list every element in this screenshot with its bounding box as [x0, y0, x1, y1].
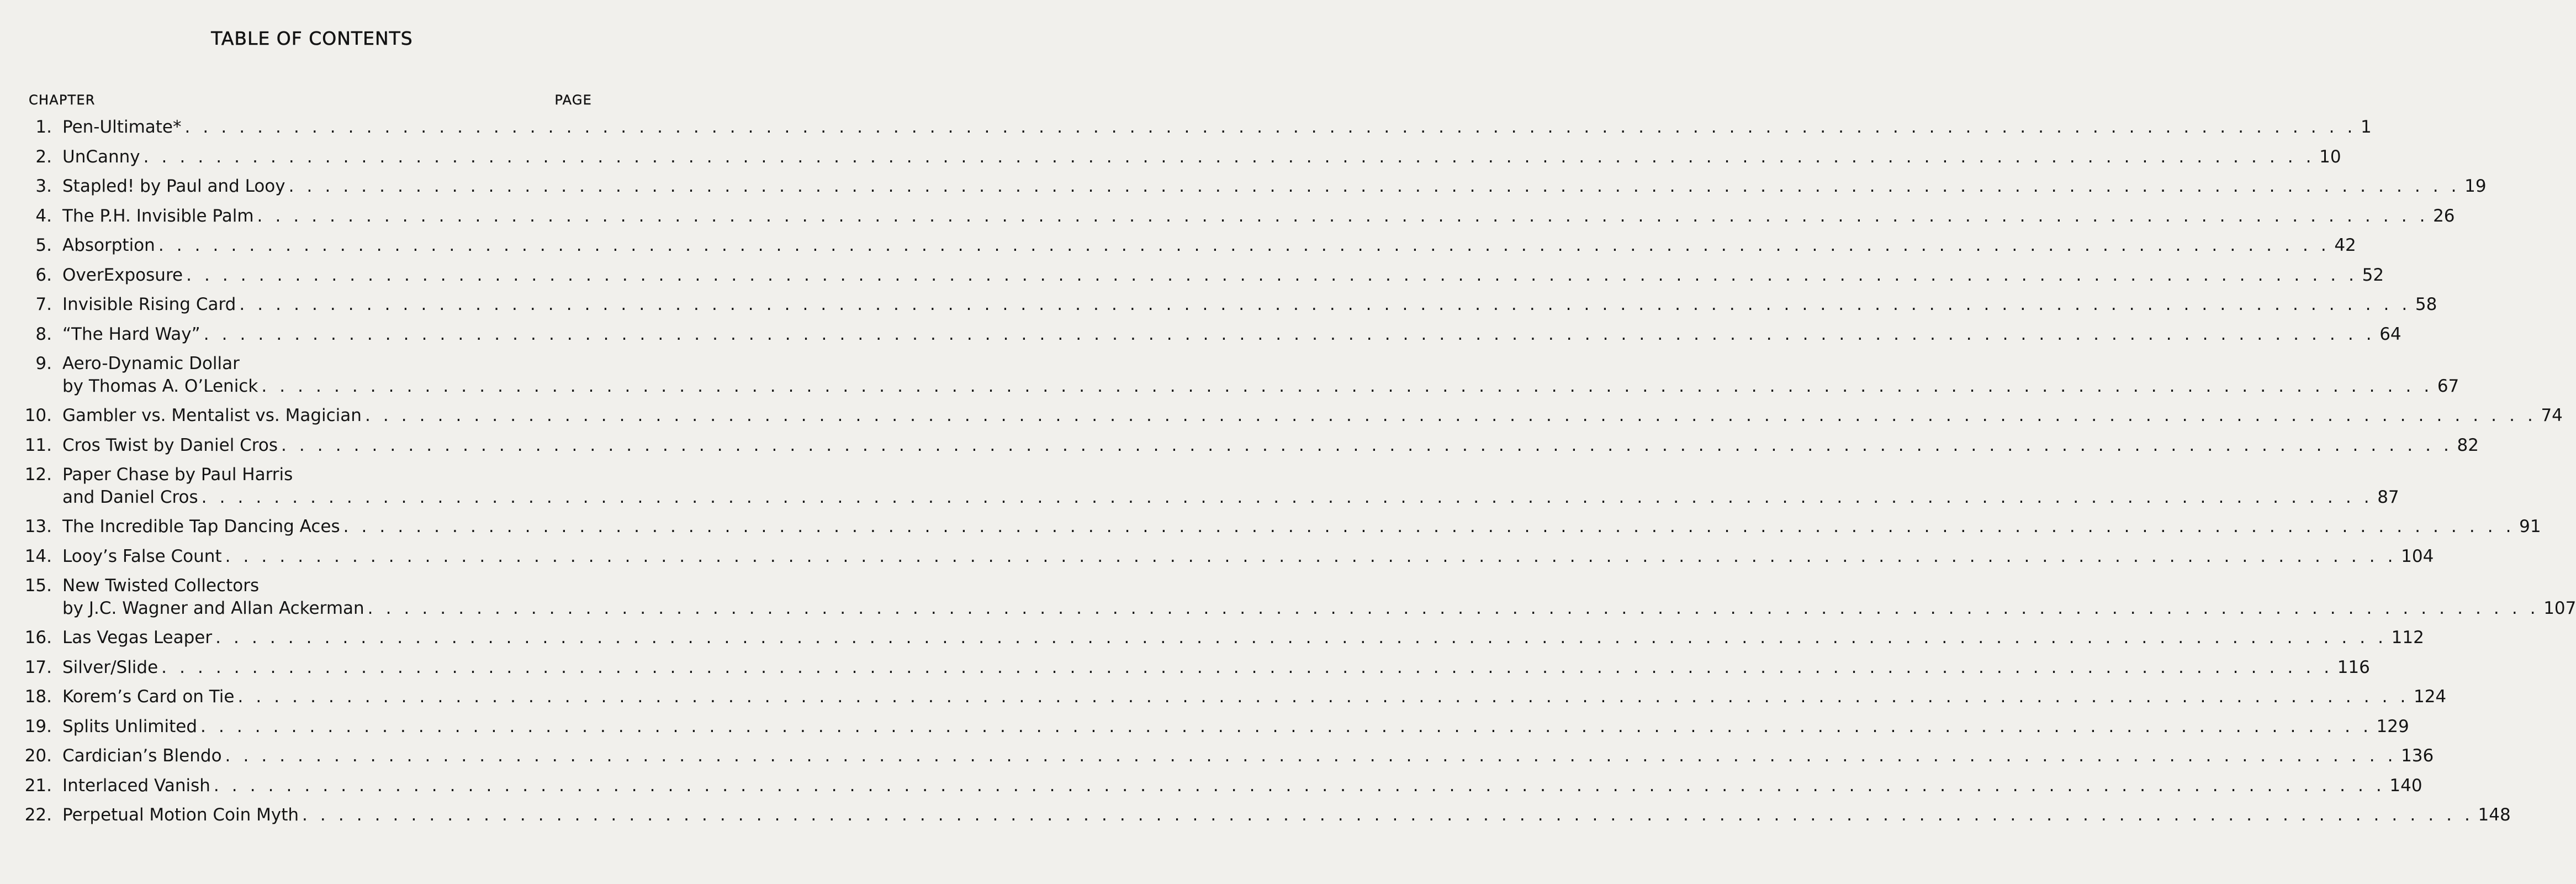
toc-entry-line: [0, 116, 2372, 138]
toc-entry-line: [0, 545, 2434, 567]
chapter-title: Splits Unlimited: [62, 716, 198, 736]
leader-line: [62, 715, 2409, 738]
chapter-title: The P.H. Invisible Palm: [62, 206, 254, 226]
page-number: 74: [2541, 406, 2563, 425]
dot-leader: . . . . . . . . . . . . . . . . . . . . . . . . . . . . . . . . . . . . . . . . . . . . . . . . . . . . . . . . . . . . . . . . . . . . . . . . . . . . . . . . . . . . . . . . . . . . . . . . . . . . . . . . . . . . . . . . . . . . . . . .: [302, 805, 2474, 825]
toc-entry-line: [0, 293, 2437, 315]
toc-entry-line: [0, 434, 2479, 456]
dot-leader: . . . . . . . . . . . . . . . . . . . . . . . . . . . . . . . . . . . . . . . . . . . . . . . . . . . . . . . . . . . . . . . . . . . . . . . . . . . . . . . . . . . . . . . . . . . . . . . . . . . . . . . . . . . . . . . . . . . . . . . .: [288, 176, 2461, 196]
page-number: 124: [2413, 687, 2447, 707]
toc-entry-line: [0, 146, 2341, 168]
toc-entry-line: [0, 627, 2424, 649]
chapter-number: 15.: [24, 576, 52, 596]
toc-entry-line: [0, 464, 615, 486]
toc-entry-line: [0, 486, 2399, 508]
chapter-title: Perpetual Motion Coin Myth: [62, 805, 299, 825]
page-number: 10: [2319, 146, 2341, 167]
page-number: 58: [2415, 294, 2437, 314]
dot-leader: . . . . . . . . . . . . . . . . . . . . . . . . . . . . . . . . . . . . . . . . . . . . . . . . . . . . . . . . . . . . . . . . . . . . . . . . . . . . . . . . . . . . . . . . . . . . . . . . . . . . . . . . . . . . . . . . . . . . . . . .: [367, 598, 2540, 618]
chapter-number: 4.: [35, 206, 52, 226]
chapter-title: Korem’s Card on Tie: [62, 687, 235, 707]
chapter-title: UnCanny: [62, 146, 140, 167]
dot-leader: . . . . . . . . . . . . . . . . . . . . . . . . . . . . . . . . . . . . . . . . . . . . . . . . . . . . . . . . . . . . . . . . . . . . . . . . . . . . . . . . . . . . . . . . . . . . . . . . . . . . . . . . . . . . . . . . . . . . . . . .: [215, 628, 2387, 648]
toc-entry-line: [0, 352, 615, 375]
page-number: 52: [2362, 265, 2384, 285]
page-number: 116: [2337, 657, 2370, 677]
dot-leader: . . . . . . . . . . . . . . . . . . . . . . . . . . . . . . . . . . . . . . . . . . . . . . . . . . . . . . . . . . . . . . . . . . . . . . . . . . . . . . . . . . . . . . . . . . . . . . . . . . . . . . . . . . . . . . . . . . . . . . . .: [186, 265, 2358, 285]
page-title: TABLE OF CONTENTS: [211, 28, 413, 49]
leader-line: [62, 486, 2399, 508]
chapter-number: 12.: [24, 465, 52, 485]
leader-line: [62, 545, 2434, 567]
page-number: 136: [2401, 746, 2434, 766]
chapter-number: 13.: [24, 517, 52, 536]
leader-line: [62, 745, 2434, 767]
page-number: 129: [2376, 716, 2409, 736]
chapter-number: 20.: [24, 746, 52, 766]
chapter-number: 8.: [35, 324, 52, 344]
leader-line: [62, 804, 2511, 826]
page-number: 91: [2519, 517, 2541, 536]
page-column-header: PAGE: [554, 92, 592, 108]
chapter-title: OverExposure: [62, 265, 183, 285]
dot-leader: . . . . . . . . . . . . . . . . . . . . . . . . . . . . . . . . . . . . . . . . . . . . . . . . . . . . . . . . . . . . . . . . . . . . . . . . . . . . . . . . . . . . . . . . . . . . . . . . . . . . . . . . . . . . . . . . . . . . . . . .: [184, 117, 2357, 137]
dot-leader: . . . . . . . . . . . . . . . . . . . . . . . . . . . . . . . . . . . . . . . . . . . . . . . . . . . . . . . . . . . . . . . . . . . . . . . . . . . . . . . . . . . . . . . . . . . . . . . . . . . . . . . . . . . . . . . . . . . . . . . .: [257, 206, 2429, 226]
chapter-title: Interlaced Vanish: [62, 775, 210, 796]
chapter-title: Las Vegas Leaper: [62, 628, 213, 648]
leader-line: [62, 404, 2563, 427]
page-number: 104: [2401, 546, 2434, 566]
dot-leader: . . . . . . . . . . . . . . . . . . . . . . . . . . . . . . . . . . . . . . . . . . . . . . . . . . . . . . . . . . . . . . . . . . . . . . . . . . . . . . . . . . . . . . . . . . . . . . . . . . . . . . . . . . . . . . . . . . . . . . . .: [225, 746, 2397, 766]
toc-entry-line: [0, 686, 2447, 708]
chapter-title: Pen-Ultimate*: [62, 117, 182, 137]
chapter-number: 19.: [24, 716, 52, 736]
chapter-number: 18.: [24, 687, 52, 707]
toc-entry-line: [0, 715, 2409, 738]
chapter-title: Invisible Rising Card: [62, 294, 236, 314]
chapter-title: “The Hard Way”: [62, 324, 200, 344]
toc-entry-line: [0, 745, 2434, 767]
toc-entry-line: [0, 515, 2541, 538]
dot-leader: . . . . . . . . . . . . . . . . . . . . . . . . . . . . . . . . . . . . . . . . . . . . . . . . . . . . . . . . . . . . . . . . . . . . . . . . . . . . . . . . . . . . . . . . . . . . . . . . . . . . . . . . . . . . . . . . . . . . . . . .: [161, 657, 2333, 677]
dot-leader: . . . . . . . . . . . . . . . . . . . . . . . . . . . . . . . . . . . . . . . . . . . . . . . . . . . . . . . . . . . . . . . . . . . . . . . . . . . . . . . . . . . . . . . . . . . . . . . . . . . . . . . . . . . . . . . . . . . . . . . .: [203, 324, 2376, 344]
leader-line: [62, 434, 2479, 456]
dot-leader: . . . . . . . . . . . . . . . . . . . . . . . . . . . . . . . . . . . . . . . . . . . . . . . . . . . . . . . . . . . . . . . . . . . . . . . . . . . . . . . . . . . . . . . . . . . . . . . . . . . . . . . . . . . . . . . . . . . . . . . .: [213, 775, 2385, 796]
chapter-number: 6.: [35, 265, 52, 285]
page-number: 42: [2334, 235, 2356, 255]
page-number: 26: [2433, 206, 2455, 226]
toc-entry-line: [0, 575, 615, 597]
leader-line: [62, 234, 2356, 256]
page-number: 140: [2389, 775, 2422, 796]
chapter-number: 10.: [24, 406, 52, 425]
chapter-column-header: CHAPTER: [29, 92, 96, 108]
leader-line: [62, 293, 2437, 315]
page-number: 64: [2379, 324, 2402, 344]
page-number: 87: [2377, 487, 2399, 507]
leader-line: [62, 515, 2541, 538]
leader-line: [62, 146, 2341, 168]
page-number: 82: [2457, 435, 2479, 455]
toc-entry-line: [0, 323, 2402, 345]
chapter-title: by J.C. Wagner and Allan Ackerman: [62, 598, 364, 618]
leader-line: [62, 656, 2370, 678]
chapter-title: Absorption: [62, 235, 155, 255]
toc-entry-line: [0, 234, 2356, 256]
chapter-number: 1.: [35, 117, 52, 137]
dot-leader: . . . . . . . . . . . . . . . . . . . . . . . . . . . . . . . . . . . . . . . . . . . . . . . . . . . . . . . . . . . . . . . . . . . . . . . . . . . . . . . . . . . . . . . . . . . . . . . . . . . . . . . . . . . . . . . . . . . . . . . .: [158, 235, 2330, 255]
leader-line: [62, 116, 2372, 138]
leader-line: [62, 323, 2402, 345]
leader-line: [62, 597, 2576, 619]
dot-leader: . . . . . . . . . . . . . . . . . . . . . . . . . . . . . . . . . . . . . . . . . . . . . . . . . . . . . . . . . . . . . . . . . . . . . . . . . . . . . . . . . . . . . . . . . . . . . . . . . . . . . . . . . . . . . . . . . . . . . . . .: [364, 406, 2537, 425]
chapter-number: 17.: [24, 657, 52, 677]
chapter-number: 9.: [35, 354, 52, 373]
chapter-title: and Daniel Cros: [62, 487, 198, 507]
chapter-title: by Thomas A. O’Lenick: [62, 376, 258, 396]
dot-leader: . . . . . . . . . . . . . . . . . . . . . . . . . . . . . . . . . . . . . . . . . . . . . . . . . . . . . . . . . . . . . . . . . . . . . . . . . . . . . . . . . . . . . . . . . . . . . . . . . . . . . . . . . . . . . . . . . . . . . . . .: [237, 687, 2409, 707]
chapter-title: Paper Chase by Paul Harris: [62, 465, 293, 485]
chapter-title: Gambler vs. Mentalist vs. Magician: [62, 406, 362, 425]
chapter-title: Looy’s False Count: [62, 546, 222, 566]
chapter-number: 3.: [35, 176, 52, 196]
chapter-title: Silver/Slide: [62, 657, 158, 677]
chapter-number: 11.: [24, 435, 52, 455]
chapter-number: 21.: [24, 775, 52, 796]
chapter-title: The Incredible Tap Dancing Aces: [62, 517, 340, 536]
leader-line: [62, 205, 2455, 227]
toc-entry-line: [0, 205, 2455, 227]
leader-line: [62, 175, 2487, 197]
toc-entry-line: [0, 775, 2422, 797]
dot-leader: . . . . . . . . . . . . . . . . . . . . . . . . . . . . . . . . . . . . . . . . . . . . . . . . . . . . . . . . . . . . . . . . . . . . . . . . . . . . . . . . . . . . . . . . . . . . . . . . . . . . . . . . . . . . . . . . . . . . . . . .: [261, 376, 2433, 396]
dot-leader: . . . . . . . . . . . . . . . . . . . . . . . . . . . . . . . . . . . . . . . . . . . . . . . . . . . . . . . . . . . . . . . . . . . . . . . . . . . . . . . . . . . . . . . . . . . . . . . . . . . . . . . . . . . . . . . . . . . . . . . .: [281, 435, 2453, 455]
page-number: 148: [2478, 805, 2511, 825]
leader-line: [62, 264, 2384, 286]
chapter-title: Aero-Dynamic Dollar: [62, 354, 240, 373]
page-number: 107: [2543, 598, 2576, 618]
leader-line: [62, 627, 2424, 649]
dot-leader: . . . . . . . . . . . . . . . . . . . . . . . . . . . . . . . . . . . . . . . . . . . . . . . . . . . . . . . . . . . . . . . . . . . . . . . . . . . . . . . . . . . . . . . . . . . . . . . . . . . . . . . . . . . . . . . . . . . . . . . .: [201, 487, 2373, 507]
chapter-number: 5.: [35, 235, 52, 255]
chapter-number: 14.: [24, 546, 52, 566]
toc-entry-line: [0, 656, 2370, 678]
toc-entry-line: [0, 597, 2576, 619]
leader-line: [62, 775, 2422, 797]
page-number: 67: [2437, 376, 2459, 396]
toc-entry-line: [0, 264, 2384, 286]
chapter-title: New Twisted Collectors: [62, 576, 260, 596]
dot-leader: . . . . . . . . . . . . . . . . . . . . . . . . . . . . . . . . . . . . . . . . . . . . . . . . . . . . . . . . . . . . . . . . . . . . . . . . . . . . . . . . . . . . . . . . . . . . . . . . . . . . . . . . . . . . . . . . . . . . . . . .: [225, 546, 2397, 566]
toc-entry-line: [0, 175, 2487, 197]
dot-leader: . . . . . . . . . . . . . . . . . . . . . . . . . . . . . . . . . . . . . . . . . . . . . . . . . . . . . . . . . . . . . . . . . . . . . . . . . . . . . . . . . . . . . . . . . . . . . . . . . . . . . . . . . . . . . . . . . . . . . . . .: [239, 294, 2411, 314]
dot-leader: . . . . . . . . . . . . . . . . . . . . . . . . . . . . . . . . . . . . . . . . . . . . . . . . . . . . . . . . . . . . . . . . . . . . . . . . . . . . . . . . . . . . . . . . . . . . . . . . . . . . . . . . . . . . . . . . . . . . . . . .: [343, 517, 2515, 536]
chapter-title: Cardician’s Blendo: [62, 746, 222, 766]
chapter-title: Stapled! by Paul and Looy: [62, 176, 285, 196]
toc-entry-line: [0, 375, 2459, 397]
chapter-number: 22.: [24, 805, 52, 825]
leader-line: [62, 375, 2459, 397]
dot-leader: . . . . . . . . . . . . . . . . . . . . . . . . . . . . . . . . . . . . . . . . . . . . . . . . . . . . . . . . . . . . . . . . . . . . . . . . . . . . . . . . . . . . . . . . . . . . . . . . . . . . . . . . . . . . . . . . . . . . . . . .: [200, 716, 2372, 736]
toc-entry-line: [0, 804, 2511, 826]
dot-leader: . . . . . . . . . . . . . . . . . . . . . . . . . . . . . . . . . . . . . . . . . . . . . . . . . . . . . . . . . . . . . . . . . . . . . . . . . . . . . . . . . . . . . . . . . . . . . . . . . . . . . . . . . . . . . . . . . . . . . . . .: [143, 146, 2315, 167]
chapter-number: 7.: [35, 294, 52, 314]
page-number: 19: [2464, 176, 2487, 196]
toc-entry-line: [0, 404, 2563, 427]
chapter-number: 2.: [35, 146, 52, 167]
page-number: 1: [2361, 117, 2372, 137]
leader-line: [62, 686, 2447, 708]
chapter-number: 16.: [24, 628, 52, 648]
page-number: 112: [2391, 628, 2424, 648]
chapter-title: Cros Twist by Daniel Cros: [62, 435, 278, 455]
